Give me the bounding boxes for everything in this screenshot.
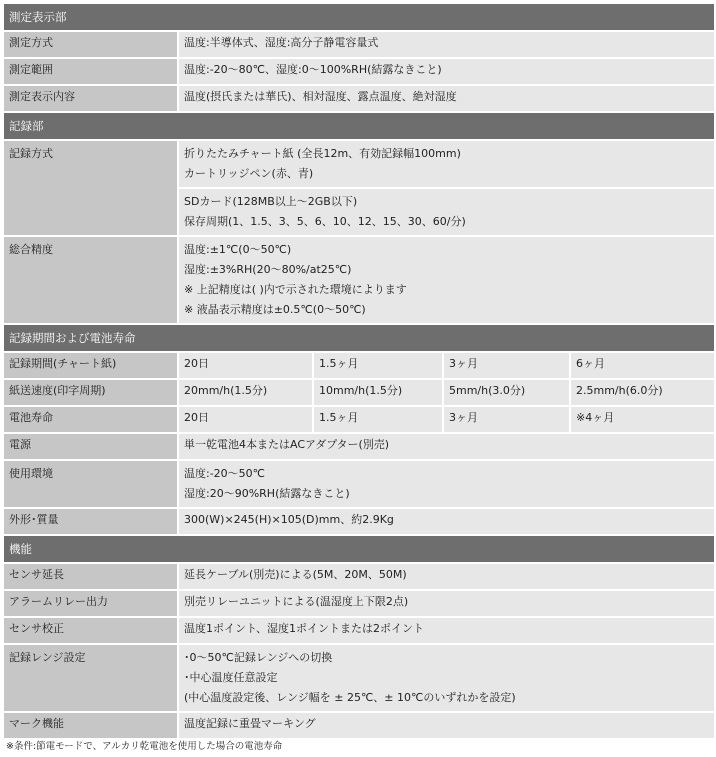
period-cell: 20日 (179, 407, 312, 432)
row-label: 総合精度 (4, 237, 177, 323)
record-method-chart (179, 141, 714, 187)
row-value: 温度:半導体式、湿度:高分子静電容量式 (179, 32, 714, 57)
period-cell: 3ヶ月 (444, 407, 569, 432)
text-line: ･中心温度任意設定 (184, 671, 278, 684)
text-line: 湿度:20～90%RH(結露なきこと) (184, 487, 350, 500)
row-label: 測定表示内容 (4, 86, 177, 111)
period-cell: ※4ヶ月 (571, 407, 714, 432)
row-label: アラームリレー出力 (4, 591, 177, 616)
row-value: 別売リレーユニットによる(温湿度上下限2点) (179, 591, 714, 616)
period-cell: 2.5mm/h(6.0分) (571, 380, 714, 405)
row-value: 単一乾電池4本またはACアダプター(別売) (179, 434, 714, 459)
row-label: 外形･質量 (4, 509, 177, 534)
spec-table (2, 2, 716, 740)
period-cell: 10mm/h(1.5分) (314, 380, 442, 405)
section-header-function: 機能 (4, 536, 714, 562)
row-value: 温度1ポイント、湿度1ポイントまたは2ポイント (179, 618, 714, 643)
text-line: ※ 上記精度は( )内で示された環境によります (184, 283, 407, 296)
row-value: 300(W)×245(H)×105(D)mm、約2.9Kg (179, 509, 714, 534)
env-cell (179, 461, 714, 507)
row-label: 測定方式 (4, 32, 177, 57)
section-header-record: 記録部 (4, 113, 714, 139)
row-value: 温度:-20～80℃、湿度:0～100%RH(結露なきこと) (179, 59, 714, 84)
period-cell: 6ヶ月 (571, 353, 714, 378)
row-label: 記録期間(チャート紙) (4, 353, 177, 378)
row-label: マーク機能 (4, 713, 177, 738)
row-label: センサ校正 (4, 618, 177, 643)
row-label: 紙送速度(印字周期) (4, 380, 177, 405)
text-line: 保存周期(1、1.5、3、5、6、10、12、15、30、60/分) (184, 215, 466, 228)
row-label: 使用環境 (4, 461, 177, 507)
section-header-period: 記録期間および電池寿命 (4, 325, 714, 351)
period-cell: 3ヶ月 (444, 353, 569, 378)
text-line: SDカード(128MB以上～2GB以下) (184, 195, 358, 208)
spec-table-wrapper (4, 4, 712, 738)
text-line: 折りたたみチャート紙 (全長12m、有効記録幅100mm) (184, 147, 461, 160)
text-line: (中心温度設定後、レンジ幅を ± 25℃、± 10℃のいずれかを設定) (184, 691, 516, 704)
row-label: 記録レンジ設定 (4, 645, 177, 711)
row-label: 電池寿命 (4, 407, 177, 432)
section-header-measure: 測定表示部 (4, 4, 714, 30)
period-cell: 5mm/h(3.0分) (444, 380, 569, 405)
text-line: ･0～50℃記録レンジへの切換 (184, 651, 333, 664)
period-cell: 20日 (179, 353, 312, 378)
row-label: 測定範囲 (4, 59, 177, 84)
row-value: 延長ケーブル(別売)による(5M、20M、50M) (179, 564, 714, 589)
period-cell: 20mm/h(1.5分) (179, 380, 312, 405)
text-line: 湿度:±3%RH(20～80%/at25℃) (184, 263, 352, 276)
text-line: ※ 液晶表示精度は±0.5℃(0～50℃) (184, 303, 366, 316)
text-line: 温度:±1℃(0～50℃) (184, 243, 292, 256)
period-cell: 1.5ヶ月 (314, 353, 442, 378)
row-value: 温度記録に重畳マーキング (179, 713, 714, 738)
record-method-cell (179, 141, 714, 235)
row-label: センサ延長 (4, 564, 177, 589)
accuracy-cell (179, 237, 714, 323)
row-value: 温度(摂氏または華氏)、相対湿度、露点温度、絶対湿度 (179, 86, 714, 111)
record-method-sd (179, 189, 714, 235)
row-label: 記録方式 (4, 141, 177, 235)
row-label: 電源 (4, 434, 177, 459)
footnote: ※条件:節電モードで、アルカリ乾電池を使用した場合の電池寿命 (6, 741, 283, 752)
text-line: カートリッジペン(赤、青) (184, 167, 314, 180)
text-line: 温度:-20～50℃ (184, 467, 266, 480)
range-cell (179, 645, 714, 711)
period-cell: 1.5ヶ月 (314, 407, 442, 432)
